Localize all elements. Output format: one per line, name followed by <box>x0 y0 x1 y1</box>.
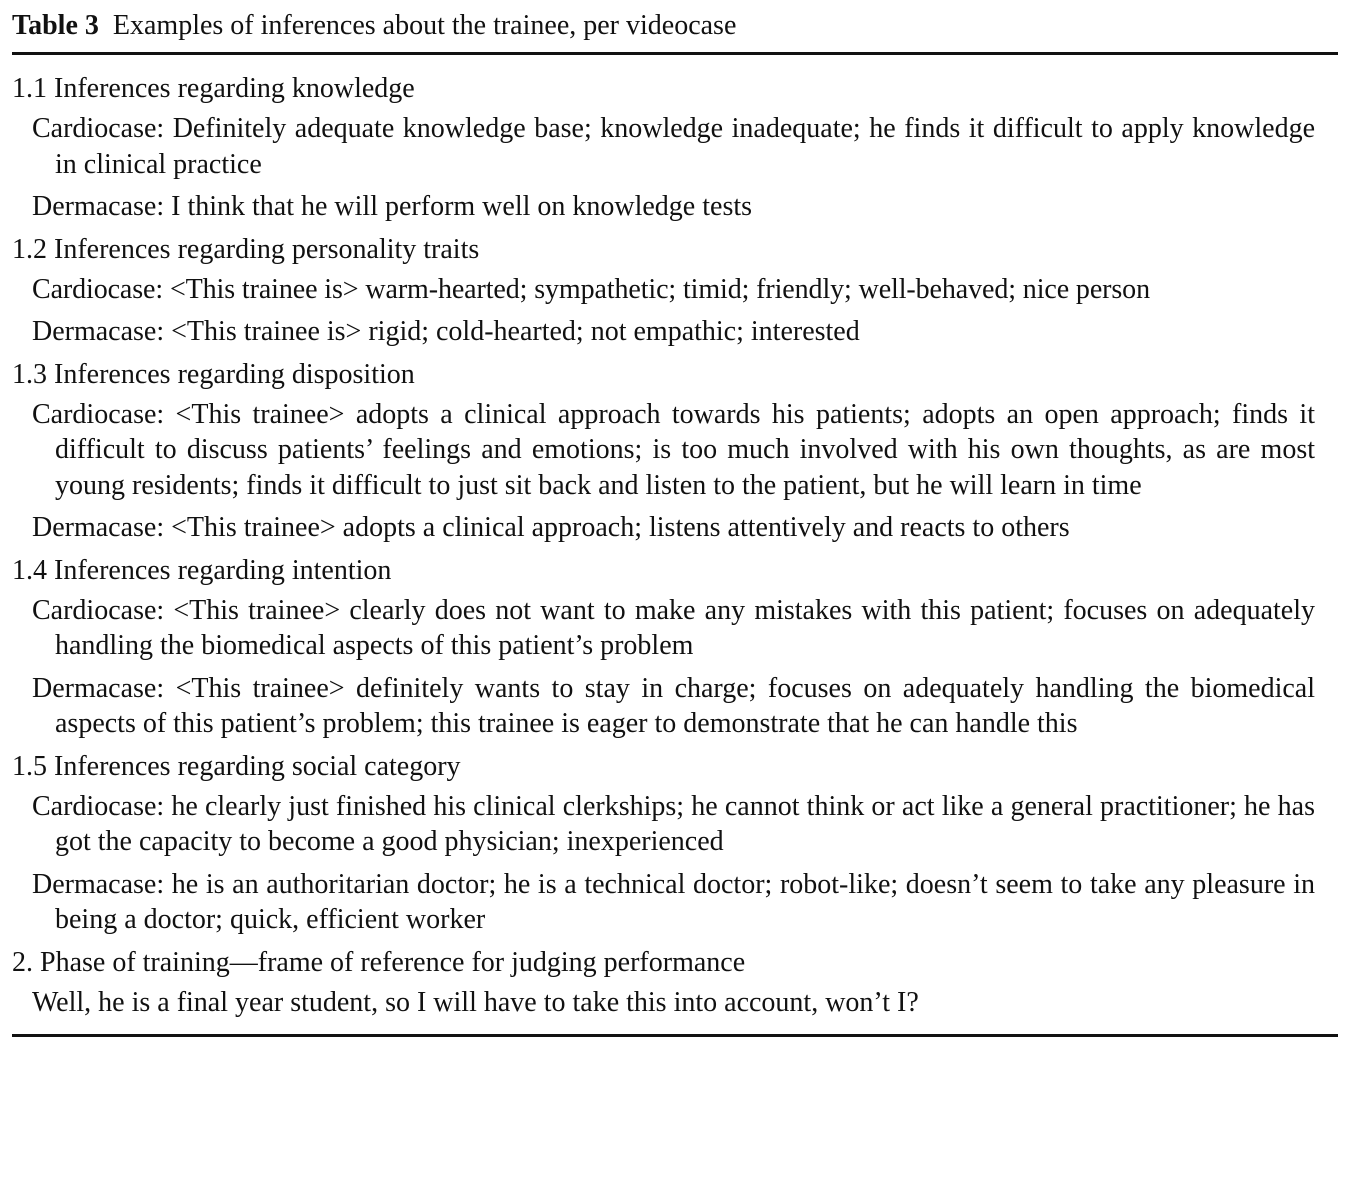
section-knowledge <box>12 71 1338 225</box>
section-intention <box>12 553 1338 742</box>
section-heading: 1.4 Inferences regarding intention <box>12 554 392 586</box>
section-heading: 1.2 Inferences regarding personality traits <box>12 233 480 265</box>
entry-cardiocase: Cardiocase: Definitely adequate knowledge base; knowledge inadequate; he finds it difficult to apply knowledge in clinical practice <box>32 113 1315 180</box>
section-disposition <box>12 357 1338 546</box>
section-heading: 1.1 Inferences regarding knowledge <box>12 73 415 104</box>
section-social-category <box>12 749 1338 938</box>
table-body <box>12 55 1338 1020</box>
table-caption <box>12 6 1338 52</box>
entry-dermacase: Dermacase: he is an authoritarian doctor; he is a technical doctor; robot-like; doesn’t seem to take any pleasure in being a doctor; quick, efficient worker <box>32 868 1315 935</box>
entry-cardiocase: Cardiocase: <This trainee> adopts a clinical approach towards his patients; adopts an open approach; finds it difficult to discuss patients’ feelings and emotions; is too much involved with his own thoughts, as are most young residents; finds it difficult to just sit back and listen to the patient, but he will learn in time <box>32 398 1315 501</box>
table-caption-text: Examples of inferences about the trainee, per videocase <box>112 10 737 41</box>
entry-dermacase: Dermacase: <This trainee is> rigid; cold-hearted; not empathic; interested <box>32 316 860 347</box>
table-3 <box>12 6 1338 1037</box>
entry-dermacase: Dermacase: I think that he will perform well on knowledge tests <box>32 191 753 222</box>
bottom-rule <box>12 1034 1338 1037</box>
entry-dermacase: Dermacase: <This trainee> adopts a clinical approach; listens attentively and reacts to others <box>32 512 1070 543</box>
section-heading: 2. Phase of training—frame of reference for judging performance <box>12 946 746 978</box>
section-phase-of-training <box>12 945 1338 1021</box>
entry-cardiocase: Cardiocase: <This trainee is> warm-hearted; sympathetic; timid; friendly; well-behaved; nice person <box>32 273 1150 305</box>
section-heading: 1.5 Inferences regarding social category <box>12 750 461 782</box>
entry-dermacase: Dermacase: <This trainee> definitely wants to stay in charge; focuses on adequately handling the biomedical aspects of this patient’s problem; this trainee is eager to demonstrate that he can handle this <box>32 672 1315 739</box>
entry-cardiocase: Cardiocase: <This trainee> clearly does not want to make any mistakes with this patient; focuses on adequately handling the biomedical aspects of this patient’s problem <box>32 594 1315 661</box>
section-personality-traits <box>12 232 1338 350</box>
section-heading: 1.3 Inferences regarding disposition <box>12 358 415 390</box>
entry-quote: Well, he is a final year student, so I will have to take this into account, won’t I? <box>32 986 919 1018</box>
entry-cardiocase: Cardiocase: he clearly just finished his clinical clerkships; he cannot think or act like a general practitioner; he has got the capacity to become a good physician; inexperienced <box>32 790 1315 857</box>
table-label: Table 3 <box>12 10 99 41</box>
